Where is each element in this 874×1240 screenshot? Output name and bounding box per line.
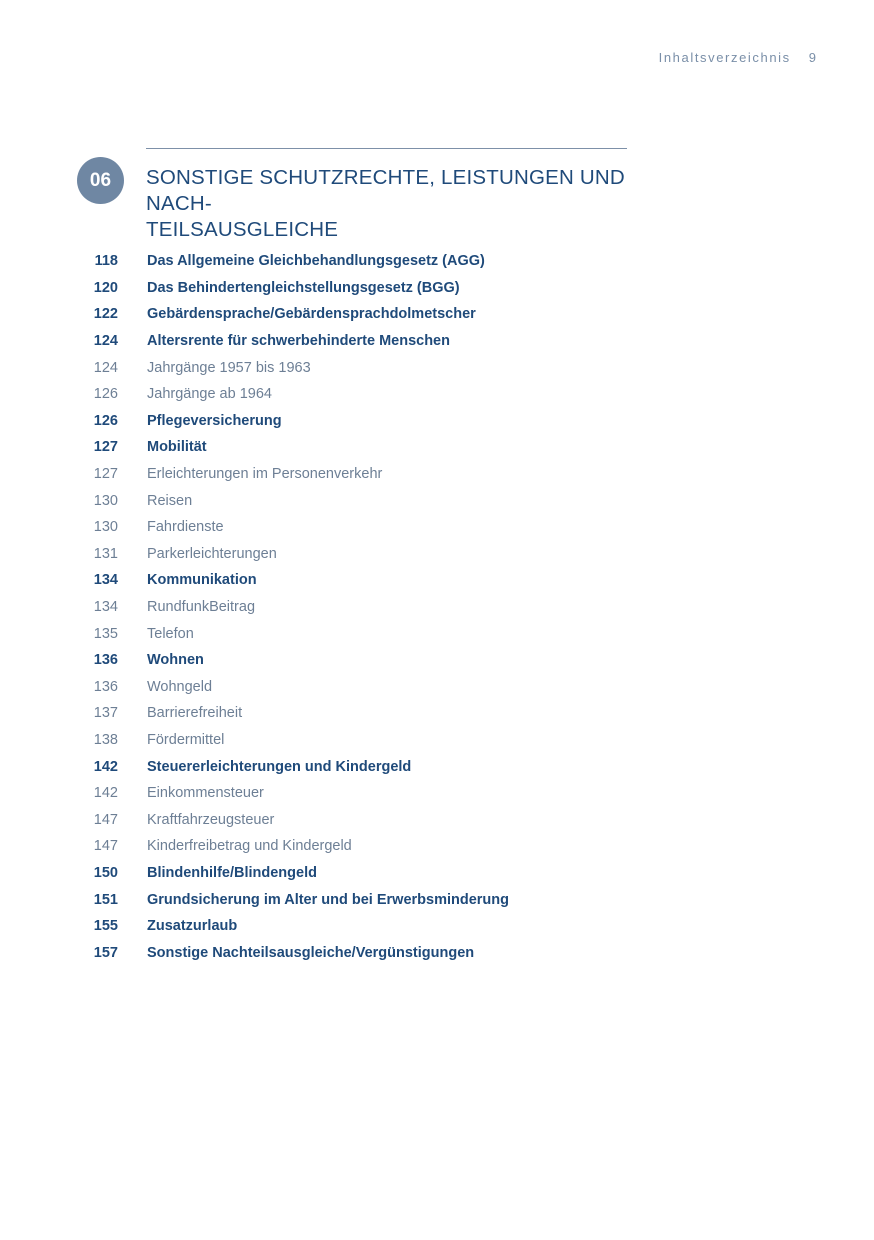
- toc-label: Kraftfahrzeugsteuer: [147, 811, 275, 828]
- toc-page-number: 142: [93, 785, 118, 802]
- toc-page-number: 131: [93, 545, 118, 562]
- chapter-title: SONSTIGE SCHUTZRECHTE, LEISTUNGEN UND NACH- TEILSAUSGLEICHE: [146, 166, 625, 241]
- toc-page-number: 147: [93, 838, 118, 855]
- toc-page-number: 124: [93, 333, 118, 350]
- toc-subentry[interactable]: [0, 833, 874, 860]
- toc-page-number: 120: [93, 279, 118, 296]
- toc-page-number: 130: [93, 519, 118, 536]
- toc-label: Grundsicherung im Alter und bei Erwerbsminderung: [147, 891, 510, 908]
- toc-label: Einkommensteuer: [147, 785, 264, 802]
- toc-page-number: 122: [93, 306, 118, 323]
- toc-entry[interactable]: [0, 939, 874, 966]
- toc-label: Kommunikation: [147, 572, 257, 589]
- toc-label: Blindenhilfe/Blindengeld: [147, 864, 317, 881]
- toc-subentry[interactable]: [0, 806, 874, 833]
- toc-entry[interactable]: [0, 886, 874, 913]
- toc-page-number: 136: [93, 678, 118, 695]
- toc-label: Steuererleichterungen und Kindergeld: [147, 758, 412, 775]
- toc-page-number: 157: [93, 944, 118, 961]
- toc-label: Mobilität: [147, 439, 207, 456]
- toc-subentry[interactable]: [0, 354, 874, 381]
- toc-entry[interactable]: [0, 301, 874, 328]
- toc-label: Wohngeld: [147, 678, 213, 695]
- toc-label: Gebärdensprache/Gebärdensprachdolmetscher: [147, 306, 476, 323]
- toc-subentry[interactable]: [0, 594, 874, 621]
- toc-label: RundfunkBeitrag: [147, 599, 256, 616]
- toc-page-number: 142: [93, 758, 118, 775]
- toc-page-number: 147: [93, 811, 118, 828]
- toc-label: Parkerleichterungen: [147, 545, 277, 562]
- toc-entry[interactable]: [0, 275, 874, 302]
- toc-label: Das Behindertengleichstellungsgesetz (BGG): [147, 279, 460, 296]
- toc-page-number: 127: [93, 466, 118, 483]
- toc-page-number: 126: [93, 412, 118, 429]
- toc-label: Reisen: [147, 492, 193, 509]
- toc-label: Fahrdienste: [147, 519, 224, 536]
- toc-page-number: 134: [93, 572, 118, 589]
- toc-page-number: 130: [93, 492, 118, 509]
- toc-page-number: 155: [93, 918, 118, 935]
- chapter-divider: [146, 148, 627, 149]
- toc-page-number: 126: [93, 386, 118, 403]
- toc-page-number: 118: [94, 253, 118, 270]
- chapter-number-badge: 06: [77, 157, 124, 204]
- section-label: Inhaltsverzeichnis: [658, 50, 791, 65]
- table-of-contents: [0, 248, 874, 966]
- running-header: [659, 50, 816, 65]
- toc-entry[interactable]: [0, 647, 874, 674]
- toc-label: Telefon: [147, 625, 194, 642]
- toc-entry[interactable]: [0, 248, 874, 275]
- toc-subentry[interactable]: [0, 727, 874, 754]
- toc-label: Erleichterungen im Personenverkehr: [147, 466, 383, 483]
- toc-entry[interactable]: [0, 913, 874, 940]
- toc-page-number: 124: [93, 359, 118, 376]
- toc-label: Pflegeversicherung: [147, 412, 282, 429]
- toc-subentry[interactable]: [0, 620, 874, 647]
- toc-label: Barrierefreiheit: [147, 705, 243, 722]
- toc-label: Jahrgänge 1957 bis 1963: [147, 359, 311, 376]
- toc-subentry[interactable]: [0, 514, 874, 541]
- toc-page-number: 136: [93, 652, 118, 669]
- toc-page-number: 138: [93, 731, 118, 748]
- toc-label: Das Allgemeine Gleichbehandlungsgesetz (AGG): [147, 253, 485, 270]
- toc-subentry[interactable]: [0, 541, 874, 568]
- toc-subentry[interactable]: [0, 780, 874, 807]
- toc-label: Kinderfreibetrag und Kindergeld: [147, 838, 352, 855]
- toc-subentry[interactable]: [0, 700, 874, 727]
- toc-subentry[interactable]: [0, 381, 874, 408]
- toc-entry[interactable]: [0, 328, 874, 355]
- toc-page-number: 134: [93, 599, 118, 616]
- toc-label: Jahrgänge ab 1964: [147, 386, 272, 403]
- toc-entry[interactable]: [0, 408, 874, 435]
- toc-page-number: 135: [93, 625, 118, 642]
- toc-label: Altersrente für schwerbehinderte Menschen: [147, 333, 450, 350]
- toc-page-number: 127: [93, 439, 118, 456]
- toc-entry[interactable]: [0, 567, 874, 594]
- toc-label: Sonstige Nachteilsausgleiche/Vergünstigungen: [147, 944, 475, 961]
- toc-subentry[interactable]: [0, 487, 874, 514]
- toc-label: Fördermittel: [147, 731, 225, 748]
- toc-page-number: 150: [93, 864, 118, 881]
- toc-page-number: 151: [93, 891, 118, 908]
- toc-subentry[interactable]: [0, 674, 874, 701]
- toc-label: Wohnen: [147, 652, 204, 669]
- toc-page-number: 137: [93, 705, 118, 722]
- toc-label: Zusatzurlaub: [147, 918, 238, 935]
- toc-entry[interactable]: [0, 860, 874, 887]
- toc-entry[interactable]: [0, 753, 874, 780]
- toc-subentry[interactable]: [0, 461, 874, 488]
- toc-entry[interactable]: [0, 434, 874, 461]
- page-number: 9: [808, 50, 816, 65]
